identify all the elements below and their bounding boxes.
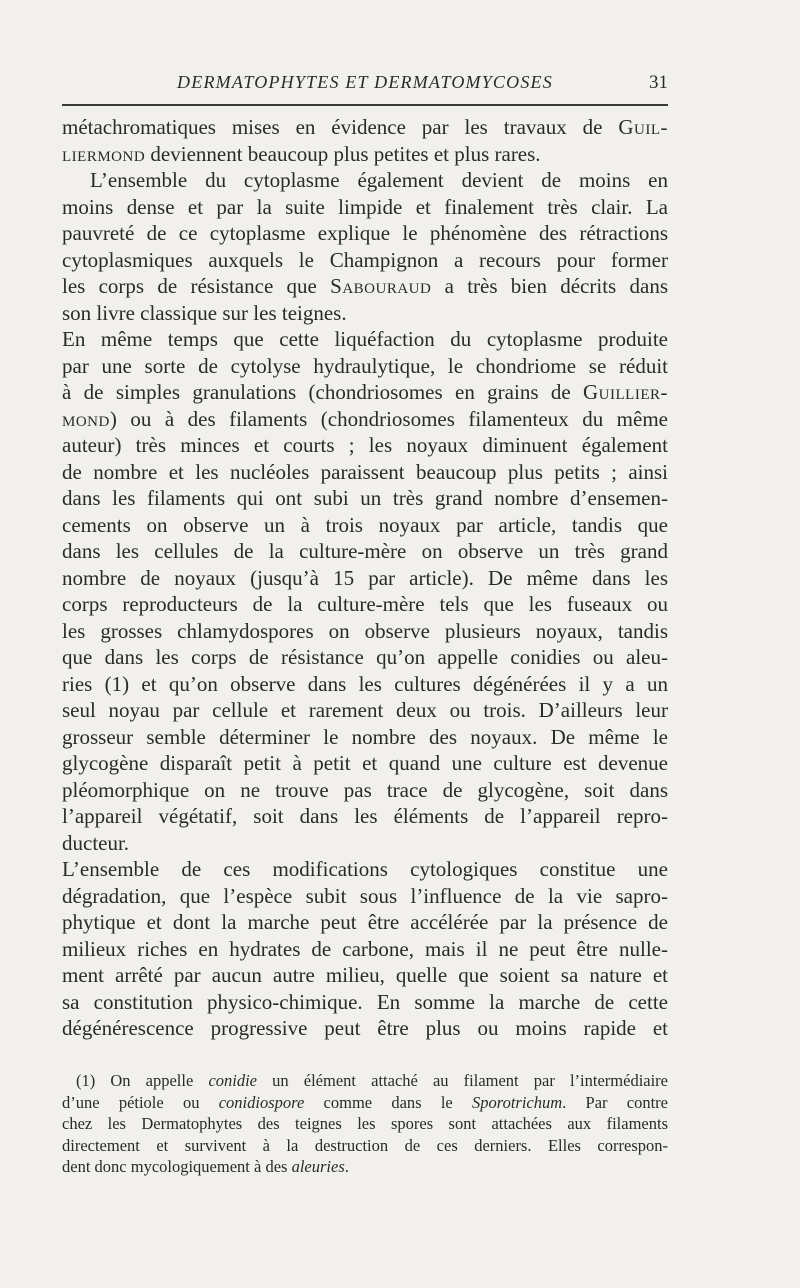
footnote — [62, 1070, 668, 1178]
footnote-line: chez les Dermatophytes des teignes les spores sont attachées aux filaments — [62, 1114, 668, 1133]
text-line: pléomorphique on ne trouve pas trace de glycogène, soit dans — [62, 777, 668, 802]
text-line: l’appareil végétatif, soit dans les éléments de l’appareil repro- — [62, 804, 668, 828]
text-line: cytoplasmiques auxquels le Champignon a recours pour former — [62, 247, 668, 272]
footnote-line: (1) On appelle conidie un élément attaché au filament par l’intermédiaire — [76, 1071, 669, 1090]
text-line: les corps de résistance que Sabouraud a très bien décrits dans — [62, 274, 668, 298]
body-text — [62, 114, 668, 1042]
text-line: pauvreté de ce cytoplasme explique le phénomène des rétractions — [62, 221, 668, 245]
text-line: de nombre et les nucléoles paraissent beaucoup plus petits ; ainsi — [62, 459, 668, 484]
text-line: grosseur semble déterminer le nombre des noyaux. De même le — [62, 724, 668, 749]
text-line: cements on observe un à trois noyaux par article, tandis que — [62, 512, 668, 537]
text-line: liermond deviennent beaucoup plus petites et plus rares. — [62, 141, 541, 166]
text-line: seul noyau par cellule et rarement deux ou trois. D’ailleurs leur — [62, 698, 668, 722]
text-line: phytique et dont la marche peut être accélérée par la présence de — [62, 910, 668, 934]
text-line: par une sorte de cytolyse hydraulytique, le chondriome se réduit — [62, 353, 668, 378]
text-line: métachromatiques mises en évidence par les travaux de Guil- — [62, 115, 668, 139]
footnote-line: dent donc mycologiquement à des aleuries. — [62, 1157, 349, 1176]
text-line: ries (1) et qu’on observe dans les cultures dégénérées il y a un — [62, 671, 668, 696]
text-line: à de simples granulations (chondriosomes en grains de Guillier- — [62, 380, 668, 404]
text-line: dans les cellules de la culture-mère on observe un très grand — [62, 539, 668, 563]
text-line: ment arrêté par aucun autre milieu, quelle que soient sa nature et — [62, 963, 668, 987]
text-line: dégradation, que l’espèce subit sous l’influence de la vie sapro- — [62, 883, 668, 908]
text-line: ducteur. — [62, 830, 130, 855]
text-line: que dans les corps de résistance qu’on appelle conidies ou aleu- — [62, 645, 668, 669]
text-line: dégénérescence progressive peut être plus ou moins rapide et — [62, 1016, 668, 1040]
text-line: En même temps que cette liquéfaction du cytoplasme produite — [62, 327, 668, 351]
text-line: mond) ou à des filaments (chondriosomes filamenteux du même — [62, 406, 668, 431]
running-title: DERMATOPHYTES ET DERMATOMYCOSES — [177, 72, 553, 92]
footnote-line: directement et survivent à la destruction de ces derniers. Elles correspon- — [62, 1135, 668, 1155]
text-line: sa constitution physico-chimique. En somme la marche de cette — [62, 989, 668, 1014]
text-line: milieux riches en hydrates de carbone, mais il ne peut être nulle- — [62, 936, 668, 961]
text-line: dans les filaments qui ont subi un très grand nombre d’ensemen- — [62, 486, 668, 510]
text-line: les grosses chlamydospores on observe plusieurs noyaux, tandis — [62, 618, 668, 643]
text-line: L’ensemble de ces modifications cytologiques constitue une — [62, 857, 668, 881]
page-header — [62, 64, 668, 100]
text-line: son livre classique sur les teignes. — [62, 300, 347, 325]
page-number: 31 — [649, 72, 668, 93]
footnote-line: d’une pétiole ou conidiospore comme dans le Sporotrichum. Par contre — [62, 1092, 669, 1112]
text-line: auteur) très minces et courts ; les noyaux diminuent également — [62, 433, 668, 457]
text-line: L’ensemble du cytoplasme également devient de moins en — [90, 168, 668, 192]
text-line: nombre de noyaux (jusqu’à 15 par article). De même dans les — [62, 565, 668, 590]
text-line: moins dense et par la suite limpide et finalement très clair. La — [62, 194, 668, 219]
text-line: glycogène disparaît petit à petit et quand une culture est devenue — [62, 751, 668, 775]
header-rule — [62, 104, 668, 106]
text-line: corps reproducteurs de la culture-mère tels que les fuseaux ou — [62, 592, 668, 616]
